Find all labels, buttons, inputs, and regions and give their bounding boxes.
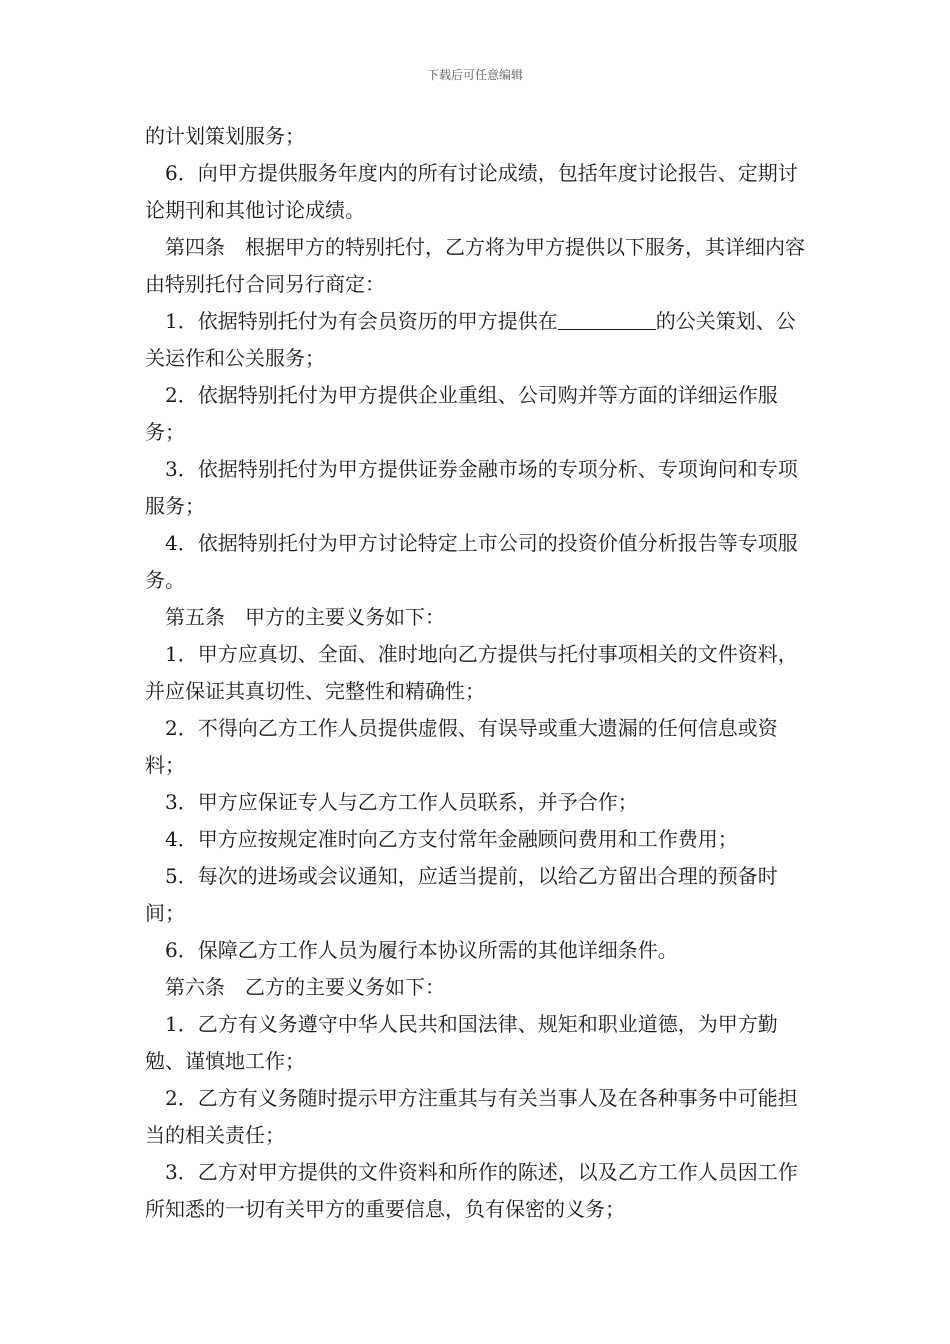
list-item: 2．依据特别托付为甲方提供企业重组、公司购并等方面的详细运作服务； [145, 383, 778, 444]
list-item: 6．保障乙方工作人员为履行本协议所需的其他详细条件。 [165, 938, 678, 962]
list-item-with-blank [145, 303, 810, 377]
list-item: 4．甲方应按规定准时向乙方支付常年金融顾问费用和工作费用； [165, 827, 738, 851]
fill-in-blank [558, 309, 656, 330]
list-item: 1．乙方有义务遵守中华人民共和国法律、规矩和职业道德，为甲方勤勉、谨慎地工作； [145, 1012, 778, 1073]
page-header: 下载后可任意编辑 [426, 68, 523, 82]
list-item: 5．每次的进场或会议通知，应适当提前，以给乙方留出合理的预备时间； [145, 864, 778, 925]
list-item: 6．向甲方提供服务年度内的所有讨论成绩，包括年度讨论报告、定期讨论期刊和其他讨论成绩。 [145, 161, 798, 222]
list-item: 3．依据特别托付为甲方提供证券金融市场的专项分析、专项询问和专项服务； [145, 457, 798, 518]
list-item: 2．乙方有义务随时提示甲方注重其与有关当事人及在各种事务中可能担当的相关责任； [145, 1086, 798, 1147]
list-item: 2．不得向乙方工作人员提供虚假、有误导或重大遗漏的任何信息或资料； [145, 716, 778, 777]
list-item: 4．依据特别托付为甲方讨论特定上市公司的投资价值分析报告等专项服务。 [145, 531, 798, 592]
article-heading-4: 第四条 根据甲方的特别托付，乙方将为甲方提供以下服务，其详细内容由特别托付合同另行商定： [145, 235, 805, 296]
document-body [145, 118, 810, 1228]
item-text-before-blank: 1．依据特别托付为有会员资历的甲方提供在 [165, 309, 558, 333]
article-heading-5: 第五条 甲方的主要义务如下： [165, 605, 445, 629]
list-item: 1．甲方应真切、全面、准时地向乙方提供与托付事项相关的文件资料，并应保证其真切性、完整性和精确性； [145, 642, 798, 703]
list-item: 3．甲方应保证专人与乙方工作人员联系，并予合作； [165, 790, 638, 814]
paragraph-continuation: 的计划策划服务； [145, 124, 305, 148]
item-text-after-blank: 的公关策划、公关运作和公关服务； [145, 309, 796, 370]
article-heading-6: 第六条 乙方的主要义务如下： [165, 975, 445, 999]
list-item: 3．乙方对甲方提供的文件资料和所作的陈述，以及乙方工作人员因工作所知悉的一切有关甲方的重要信息，负有保密的义务； [145, 1160, 798, 1221]
